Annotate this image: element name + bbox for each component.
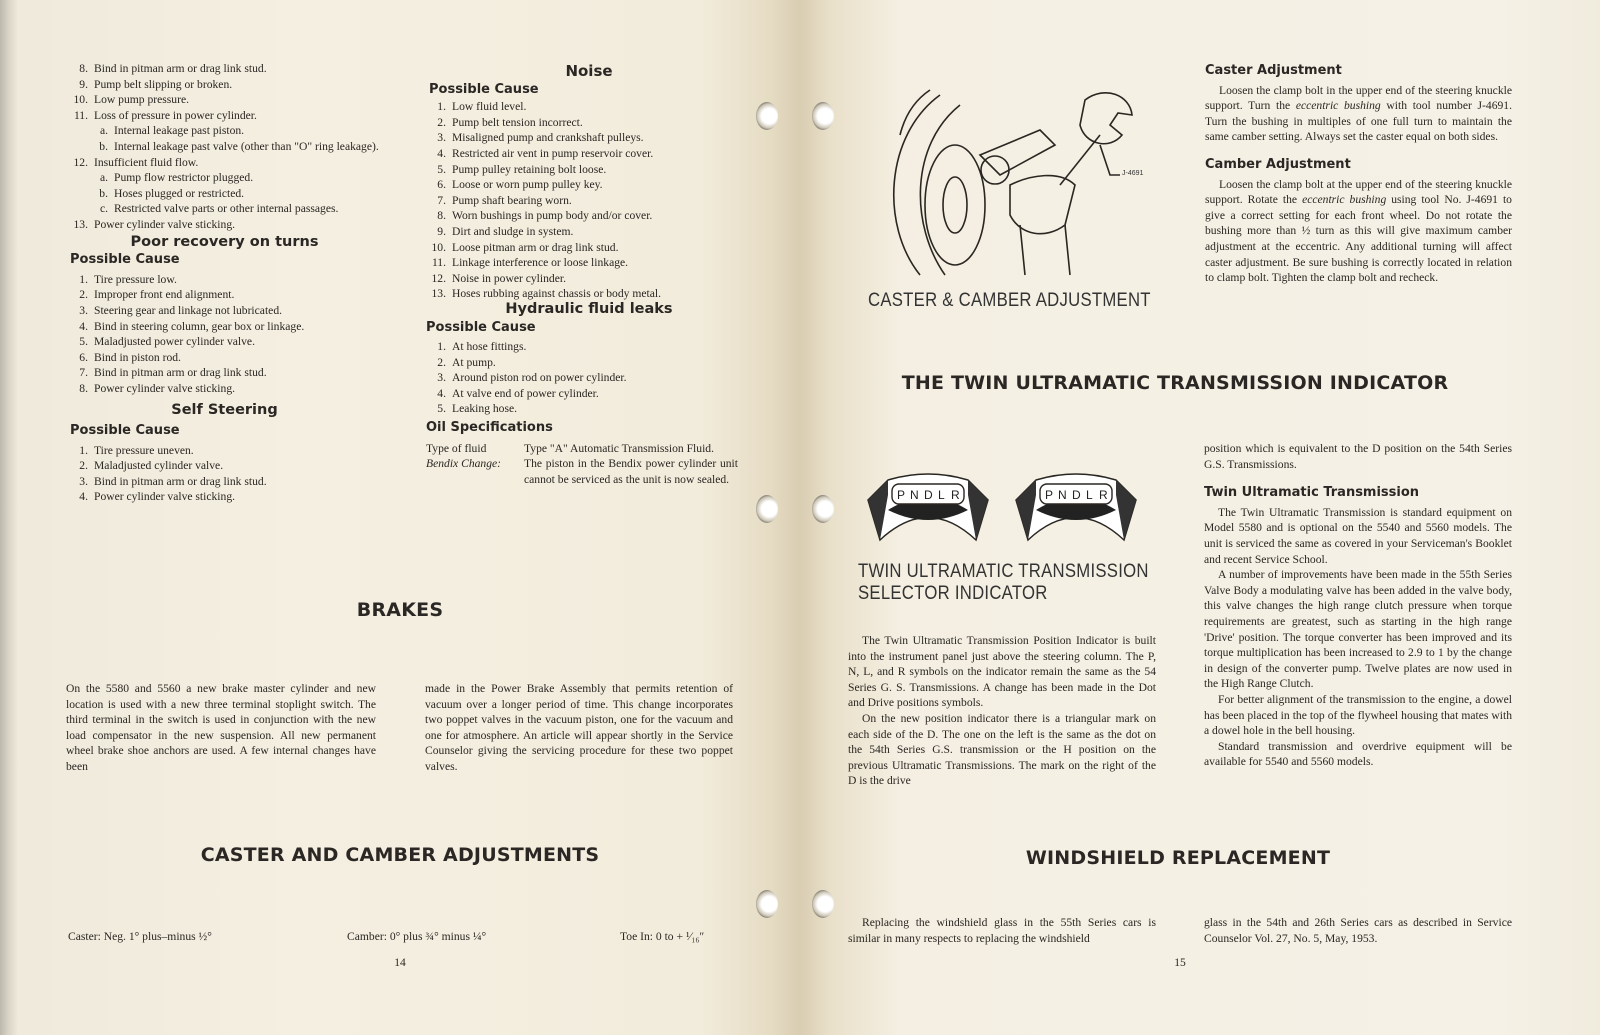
list-item-text: Pump flow restrictor plugged. [114, 171, 254, 185]
windshield-paragraph-left: Replacing the windshield glass in the 55th Series cars is similar in many respects to replacing the windshield [848, 916, 1156, 945]
list-item [420, 401, 738, 417]
list-item [62, 170, 387, 186]
list-item [62, 123, 387, 139]
list-item-number: 13. [73, 217, 88, 231]
list-item-text: Pump pulley retaining bolt loose. [452, 162, 607, 176]
list-item-number: a. [99, 124, 108, 138]
self-steering-heading: Self Steering [171, 402, 278, 419]
emphasis: eccentric bushing [1302, 193, 1387, 207]
list-item [420, 130, 738, 146]
type-of-fluid-label: Type of fluid [426, 441, 487, 455]
list-item-number: 2. [79, 288, 88, 302]
noise-list [420, 99, 738, 302]
brakes-heading: BRAKES [356, 599, 444, 621]
twin-ultramatic-paragraph: The Twin Ultramatic Transmission is standard equipment on Model 5580 and is optional on the 5540 and 5560 models. The unit is serviced the same as covered in your Serviceman's Booklet and recent Service School. [1204, 505, 1512, 566]
list-item-number: 12. [73, 155, 88, 169]
binder-hole [812, 890, 834, 918]
text: with tool number J-4691. Turn the bushing in multiples of one full turn to maintain the same camber setting. Always set the caster equal on both sides. [1205, 99, 1512, 144]
hydraulic-leaks-heading: Hydraulic fluid leaks [505, 300, 673, 317]
list-item [420, 271, 738, 287]
toe-in-spec: Toe In: 0 to + ¹⁄₁₆″ [620, 930, 705, 943]
list-item-number: b. [99, 186, 108, 200]
steering-causes-list [62, 61, 387, 233]
oil-specifications [420, 441, 738, 488]
list-item-number: 5. [437, 162, 446, 176]
list-item-text: Noise in power cylinder. [452, 271, 566, 285]
list-item-text: Bind in pitman arm or drag link stud. [94, 366, 267, 380]
indicator-paragraph-continued: position which is equivalent to the D position on the 54th Series G.S. Transmissions. [1204, 442, 1512, 471]
page-number-right: 15 [1174, 956, 1186, 969]
list-item-text: Hoses rubbing against chassis or body metal. [452, 287, 661, 301]
caster-camber-illustration [860, 75, 1150, 290]
windshield-paragraph-right: glass in the 54th and 26th Series cars as described in Service Counselor Vol. 27, No. 5, May, 1953. [1204, 916, 1512, 945]
list-item [62, 61, 387, 77]
camber-adjustment-heading: Camber Adjustment [1205, 156, 1351, 172]
list-item [62, 334, 387, 350]
list-item-number: 6. [79, 350, 88, 364]
selector-letter: R [951, 488, 960, 502]
selector-letter: N [910, 488, 919, 502]
list-item [420, 355, 738, 371]
indicator-paragraph: The Twin Ultramatic Transmission Position Indicator is built into the instrument panel just above the steering column. The P, N, L, and R symbols on the indicator remain the same as the 54 Series G. S. Transmissions. A change has been made in the Dot and Drive positions symbols. [848, 634, 1156, 710]
binder-hole [756, 890, 778, 918]
poor-recovery-heading: Poor recovery on turns [130, 233, 319, 250]
list-item [420, 240, 738, 256]
list-item-text: Bind in pitman arm or drag link stud. [94, 474, 267, 488]
oil-specifications-heading: Oil Specifications [426, 420, 553, 436]
list-item-text: Linkage interference or loose linkage. [452, 256, 629, 270]
list-item [62, 458, 387, 474]
list-item-text: At valve end of power cylinder. [452, 386, 599, 400]
list-item-text: Tire pressure uneven. [94, 443, 194, 457]
text: Loosen the clamp bolt in the upper end of the steering knuckle support. Turn the [1205, 83, 1512, 113]
list-item-number: 7. [79, 366, 88, 380]
list-item-number: c. [99, 202, 108, 216]
list-item-text: Leaking hose. [452, 402, 518, 416]
list-item [62, 155, 387, 171]
list-item [420, 286, 738, 302]
list-item-number: 8. [437, 209, 446, 223]
selector-letter: L [938, 488, 945, 502]
list-item [62, 350, 387, 366]
list-item-number: 5. [437, 402, 446, 416]
selector-letter: R [1099, 488, 1108, 502]
list-item-number: b. [99, 139, 108, 153]
list-item [62, 217, 387, 233]
figure-caption-selector-indicator [858, 561, 1149, 605]
list-item-text: Steering gear and linkage not lubricated. [94, 303, 283, 317]
list-item [62, 186, 387, 202]
list-item-text: Pump shaft bearing worn. [452, 193, 572, 207]
selector-letters [897, 488, 1108, 502]
list-item-number: 2. [437, 355, 446, 369]
caster-adjustment-heading: Caster Adjustment [1205, 63, 1342, 78]
list-item-number: 3. [437, 371, 446, 385]
list-item-number: 11. [431, 256, 446, 270]
list-item-text: Power cylinder valve sticking. [94, 381, 236, 395]
selector-indicator-illustration [858, 470, 1148, 545]
list-item-number: 5. [79, 335, 88, 349]
caption-line: SELECTOR INDICATOR [858, 583, 1048, 604]
list-item-text: Maladjusted power cylinder valve. [94, 335, 255, 349]
binder-hole [812, 102, 834, 130]
left-column [62, 61, 387, 505]
selector-letter: N [1058, 488, 1067, 502]
list-item-text: Low pump pressure. [94, 93, 189, 107]
list-item-number: 4. [437, 386, 446, 400]
list-item-number: 9. [437, 224, 446, 238]
list-item-number: 1. [79, 272, 88, 286]
list-item-text: Pump belt slipping or broken. [94, 77, 233, 91]
list-item [62, 303, 387, 319]
possible-cause-heading: Possible Cause [426, 319, 536, 335]
list-item-text: Hoses plugged or restricted. [114, 186, 245, 200]
poor-recovery-list [62, 272, 387, 397]
emphasis: eccentric bushing [1295, 99, 1381, 113]
list-item [62, 319, 387, 335]
caption-line: TWIN ULTRAMATIC TRANSMISSION [858, 561, 1149, 582]
indicator-text [848, 633, 1156, 789]
list-item-number: 2. [79, 459, 88, 473]
brakes-paragraph-left: On the 5580 and 5560 a new brake master cylinder and new location is used with a new three terminal stoplight switch. The third terminal in the switch is used in conjunction with the new load compensator in the new suspension. All new permanent wheel brake shoe anchors are used. A few internal changes have been [66, 682, 376, 773]
list-item-text: At hose fittings. [452, 340, 527, 354]
list-item-text: Worn bushings in pump body and/or cover. [452, 209, 653, 223]
list-item-text: Improper front end alignment. [94, 288, 235, 302]
list-item [420, 177, 738, 193]
list-item-text: Internal leakage past piston. [114, 124, 245, 138]
list-item-number: 1. [79, 443, 88, 457]
text: Loosen the clamp bolt at the upper end of the steering knuckle support. Rotate the [1205, 177, 1512, 207]
list-item-number: 3. [79, 474, 88, 488]
list-item [420, 255, 738, 271]
list-item [62, 365, 387, 381]
list-item-text: Power cylinder valve sticking. [94, 217, 236, 231]
self-steering-list [62, 443, 387, 505]
list-item-number: 7. [437, 193, 446, 207]
page-number-left: 14 [394, 956, 406, 969]
list-item [62, 272, 387, 288]
list-item-text: Internal leakage past valve (other than "O" ring leakage). [114, 139, 379, 153]
selector-letter: P [1045, 488, 1054, 502]
binder-hole [812, 495, 834, 523]
selector-letter: D [1072, 488, 1081, 502]
caster-camber-heading: CASTER AND CAMBER ADJUSTMENTS [200, 844, 600, 866]
list-item-text: Restricted valve parts or other internal passages. [114, 202, 339, 216]
noise-heading: Noise [565, 62, 613, 80]
list-item [420, 162, 738, 178]
selector-letter: L [1086, 488, 1093, 502]
list-item-number: 4. [79, 319, 88, 333]
caster-spec: Caster: Neg. 1° plus–minus ½° [68, 930, 212, 943]
caster-adjustment-text [1205, 83, 1512, 145]
list-item-number: 1. [437, 100, 446, 114]
list-item [62, 139, 387, 155]
list-item-number: 10. [73, 93, 88, 107]
list-item-text: Bind in steering column, gear box or linkage. [94, 319, 305, 333]
twin-ultramatic-paragraph: Standard transmission and overdrive equipment will be available for 5540 and 5560 models. [1204, 739, 1512, 769]
binder-hole [756, 102, 778, 130]
list-item-number: 10. [431, 240, 446, 254]
brakes-paragraph-right: made in the Power Brake Assembly that permits retention of vacuum over a longer period of time. This change incorporates two poppet valves in the vacuum piston, one for the vacuum and one for atmosphere. An article will appear shortly in the Service Counselor giving the servicing procedure for these two poppet valves. [425, 682, 733, 773]
selector-letter: D [924, 488, 933, 502]
list-item-text: Insufficient fluid flow. [94, 155, 199, 169]
list-item-text: Tire pressure low. [94, 272, 177, 286]
list-item-text: Bind in pitman arm or drag link stud. [94, 62, 267, 75]
list-item [420, 115, 738, 131]
list-item-number: 3. [79, 303, 88, 317]
list-item [420, 224, 738, 240]
list-item-text: Maladjusted cylinder valve. [94, 459, 224, 473]
indicator-paragraph: On the new position indicator there is a triangular mark on each side of the D. The one on the left is the same as the dot on the 54th Series G.S. transmission or the H position on the previous Ultramatic Transmissions. The mark on the right of the D is the drive [848, 711, 1156, 788]
list-item-number: 8. [79, 381, 88, 395]
list-item [62, 489, 387, 505]
camber-adjustment-text [1205, 177, 1512, 286]
list-item [420, 370, 738, 386]
twin-ultramatic-paragraph: A number of improvements have been made in the 55th Series Valve Body a modulating valve has been added in the valve body, this valve changes the high range clutch pressure when torque requirements are greatest, such as starting in the high range 'Drive' position. The torque converter has been improved and its torque multiplication has been increased to 2.9 to 1 by the change in design of the converter pump. Twelve plates are now used in the High Range Clutch. [1204, 568, 1512, 691]
middle-column [420, 64, 738, 487]
list-item-number: 11. [73, 108, 88, 122]
possible-cause-heading: Possible Cause [70, 252, 180, 268]
list-item-number: 4. [79, 490, 88, 504]
list-item-text: At pump. [452, 355, 496, 369]
list-item-text: Pump belt tension incorrect. [452, 115, 583, 129]
selector-letter: P [897, 488, 906, 502]
list-item [62, 381, 387, 397]
list-item [420, 208, 738, 224]
list-item-number: 6. [437, 178, 446, 192]
list-item [420, 146, 738, 162]
list-item [62, 474, 387, 490]
tool-label: J-4691 [1122, 170, 1144, 177]
list-item-text: Bind in piston rod. [94, 350, 181, 364]
list-item-text: Restricted air vent in pump reservoir cover. [452, 146, 654, 160]
figure-caption-caster-camber: CASTER & CAMBER ADJUSTMENT [868, 290, 1151, 311]
list-item [420, 386, 738, 402]
list-item-text: Around piston rod on power cylinder. [452, 371, 627, 385]
possible-cause-heading: Possible Cause [70, 423, 180, 439]
indicator-heading: THE TWIN ULTRAMATIC TRANSMISSION INDICATOR [901, 372, 1449, 394]
adjustment-column [1205, 63, 1512, 286]
list-item-number: 13. [431, 287, 446, 301]
list-item-text: Low fluid level. [452, 100, 527, 114]
hydraulic-leaks-list [420, 339, 738, 417]
list-item-number: 8. [79, 62, 88, 75]
list-item [62, 92, 387, 108]
list-item-number: 2. [437, 115, 446, 129]
list-item-text: Loose or worn pump pulley key. [452, 178, 603, 192]
list-item-number: 9. [79, 77, 88, 91]
list-item [62, 287, 387, 303]
binder-hole [756, 495, 778, 523]
list-item-number: 1. [437, 340, 446, 354]
list-item-text: Power cylinder valve sticking. [94, 490, 236, 504]
list-item [420, 99, 738, 115]
list-item-text: Misaligned pump and crankshaft pulleys. [452, 131, 644, 145]
twin-ultramatic-heading: Twin Ultramatic Transmission [1204, 485, 1420, 501]
list-item [62, 201, 387, 217]
list-item [62, 77, 387, 93]
windshield-heading: WINDSHIELD REPLACEMENT [1025, 847, 1331, 869]
bendix-change-label: Bendix Change: [426, 457, 502, 471]
list-item-number: 3. [437, 131, 446, 145]
list-item [420, 193, 738, 209]
type-of-fluid-value: Type "A" Automatic Transmission Fluid. [524, 441, 714, 455]
twin-ultramatic-paragraph: For better alignment of the transmission to the engine, a dowel has been placed in the top of the flywheel housing that mates with a dowel hole in the bell housing. [1204, 692, 1512, 738]
possible-cause-heading: Possible Cause [429, 81, 539, 97]
list-item [62, 443, 387, 459]
list-item [62, 108, 387, 124]
list-item [420, 339, 738, 355]
list-item-number: a. [99, 171, 108, 185]
twin-ultramatic-column [1204, 441, 1512, 770]
list-item-number: 12. [431, 271, 446, 285]
list-item-text: Loss of pressure in power cylinder. [94, 108, 257, 122]
list-item-text: Loose pitman arm or drag link stud. [452, 240, 619, 254]
list-item-number: 4. [437, 146, 446, 160]
text: using tool No. J-4691 to give a correct setting for each front wheel. Do not rotate the bushing more than ½ turn as this will give maximum camber adjustment at the eccentric. Any additional turning will affect caster adjustment. Be sure bushing is correctly located in relation to clamp bolt. Tighten the clamp bolt and recheck. [1205, 193, 1512, 285]
bendix-change-value: The piston in the Bendix power cylinder unit cannot be serviced as the unit is now sealed. [524, 457, 738, 486]
camber-spec: Camber: 0° plus ¾° minus ¼° [347, 930, 487, 943]
list-item-text: Dirt and sludge in system. [452, 224, 574, 238]
